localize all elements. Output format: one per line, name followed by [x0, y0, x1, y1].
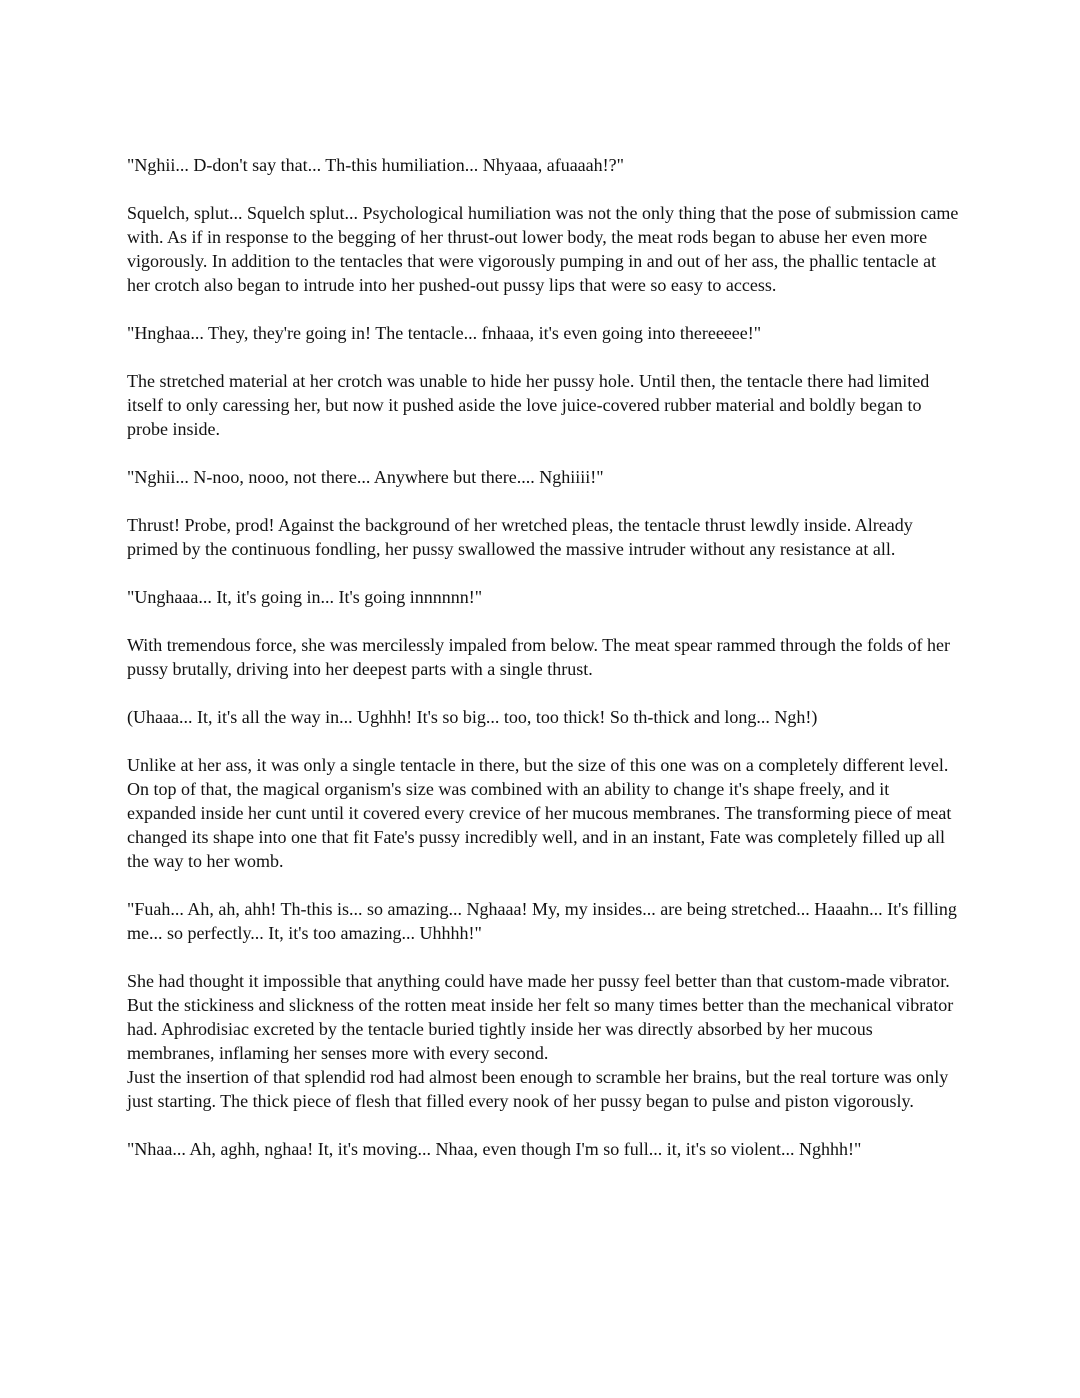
paragraph: "Unghaaa... It, it's going in... It's going innnnnn!": [127, 587, 483, 607]
paragraph: The stretched material at her crotch was unable to hide her pussy hole. Until then, the tentacle there had limited itself to only caressing her, but now it pushed aside the love juice-covered rubber material and boldly began to probe inside.: [127, 371, 930, 439]
paragraph: "Nghii... N-noo, nooo, not there... Anywhere but there.... Nghiiii!": [127, 467, 604, 487]
paragraph: "Nhaa... Ah, aghh, nghaa! It, it's moving... Nhaa, even though I'm so full... it, it's so violent... Nghhh!": [127, 1139, 862, 1159]
paragraph: (Uhaaa... It, it's all the way in... Ughhh! It's so big... too, too thick! So th-thick and long... Ngh!): [127, 707, 818, 727]
document-page: [127, 153, 959, 1185]
paragraph: She had thought it impossible that anything could have made her pussy feel better than that custom-made vibrator. But the stickiness and slickness of the rotten meat inside her felt so many times better than the mechanical vibrator had. Aphrodisiac excreted by the tentacle buried tightly inside her was directly absorbed by her mucous membranes, inflaming her senses more with every second. Just the insertion of that splendid rod had almost been enough to scramble her brains, but the real torture was only just starting. The thick piece of flesh that filled every nook of her pussy began to pulse and piston vigorously.: [127, 971, 954, 1111]
paragraph: "Fuah... Ah, ah, ahh! Th-this is... so amazing... Nghaaa! My, my insides... are being stretched... Haaahn... It's filling me... so perfectly... It, it's too amazing... Uhhhh!": [127, 899, 957, 943]
paragraph: With tremendous force, she was mercilessly impaled from below. The meat spear rammed through the folds of her pussy brutally, driving into her deepest parts with a single thrust.: [127, 635, 951, 679]
paragraph: Squelch, splut... Squelch splut... Psychological humiliation was not the only thing that the pose of submission came with. As if in response to the begging of her thrust-out lower body, the meat rods began to abuse her even more vigorously. In addition to the tentacles that were vigorously pumping in and out of her ass, the phallic tentacle at her crotch also began to intrude into her pushed-out pussy lips that were so easy to access.: [127, 203, 959, 295]
paragraph: Unlike at her ass, it was only a single tentacle in there, but the size of this one was on a completely different level. On top of that, the magical organism's size was combined with an ability to change it's shape freely, and it expanded inside her cunt until it covered every crevice of her mucous membranes. The transforming piece of meat changed its shape into one that fit Fate's pussy incredibly well, and in an instant, Fate was completely filled up all the way to her womb.: [127, 755, 952, 871]
paragraph: "Nghii... D-don't say that... Th-this humiliation... Nhyaaa, afuaaah!?": [127, 155, 624, 175]
paragraph: Thrust! Probe, prod! Against the background of her wretched pleas, the tentacle thrust lewdly inside. Already primed by the continuous fondling, her pussy swallowed the massive intruder without any resistance at all.: [127, 515, 913, 559]
paragraph: "Hnghaa... They, they're going in! The tentacle... fnhaaa, it's even going into thereeeee!": [127, 323, 762, 343]
